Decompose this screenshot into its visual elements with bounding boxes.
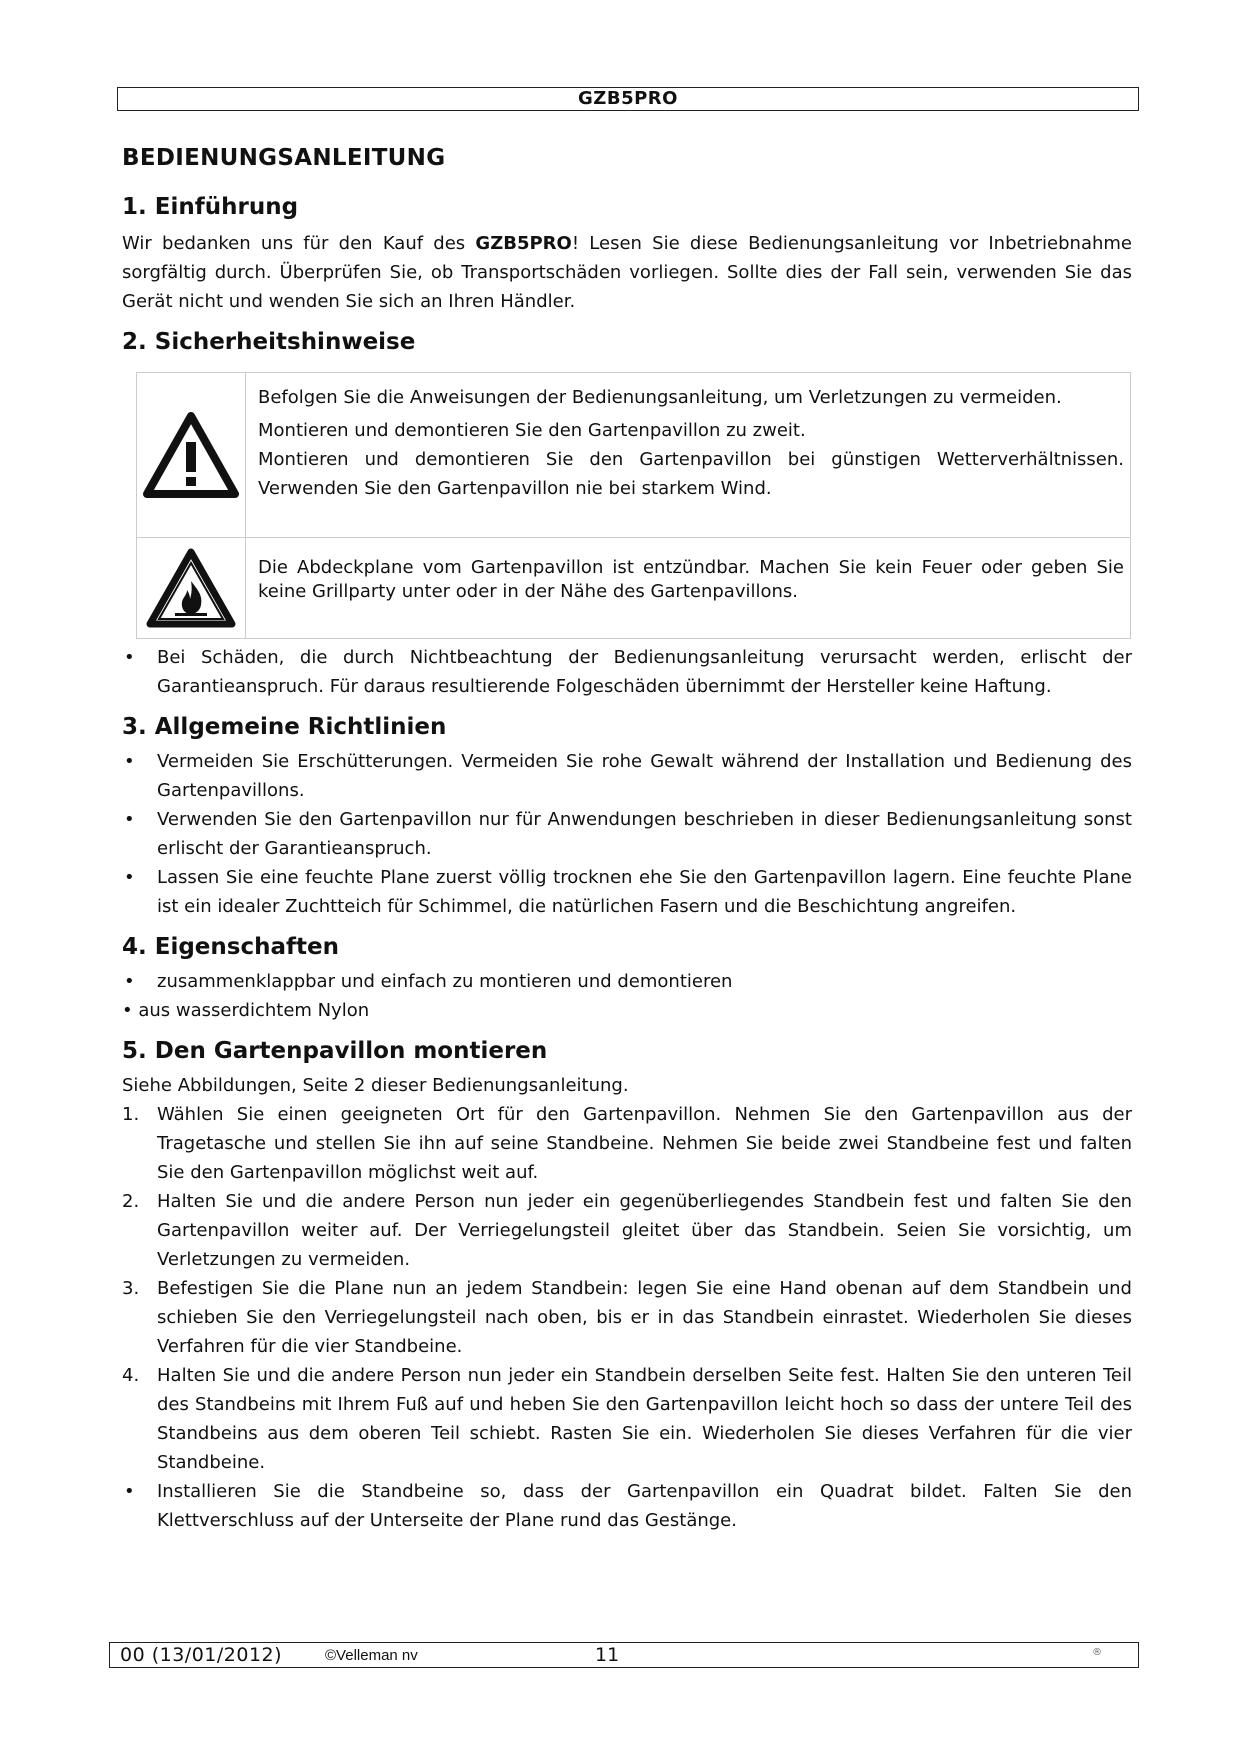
section-introduction [122,191,1132,316]
footer-copyright: ©Velleman nv [325,1647,418,1664]
list-item [122,1361,1132,1477]
list-item: • Installieren Sie die Standbeine so, dass der Gartenpavillon ein Quadrat bildet. Falten Sie den Klettverschluss auf der Unterseite der Plane rund das Gestänge. [122,1477,1132,1535]
fire-paragraph: Die Abdeckplane vom Gartenpavillon ist entzündbar. Machen Sie kein Feuer oder geben Sie keine Grillparty unter oder in der Nähe des Gartenpavillons. [258,557,1124,602]
intro-text-rest: ! Lesen Sie diese Bedienungsanleitung vor Inbetriebnahme sorgfältig durch. Überprüfen Sie, ob Transportschäden vorliegen. Sollte dies der Fall sein, verwenden Sie das Gerät nicht und wenden Sie sich an Ihren Händler. [122,233,1133,312]
section-guidelines [122,711,1132,921]
intro-paragraph [122,229,1132,316]
warning-exclamation-icon [137,373,246,537]
step-number: 1. [122,1104,140,1125]
flammable-warning-icon [137,538,246,638]
section-heading: 1. Einführung [122,194,299,220]
safety-table [136,372,1131,639]
registered-mark: ® [1092,1647,1102,1658]
page-header [117,87,1139,111]
list-item: • aus wasserdichtem Nylon [122,1000,370,1021]
step-text: Befestigen Sie die Plane nun an jedem Standbein: legen Sie eine Hand obenan auf dem Standbein und schieben Sie den Verriegelungsteil nach oben, bis er in das Standbein einrastet. Wiederholen Sie dieses Verfahren für die vier Standbeine. [157,1278,1132,1357]
list-item: • Vermeiden Sie Erschütterungen. Vermeiden Sie rohe Gewalt während der Installation und Bedienung des Gartenpavillons. [122,747,1132,805]
step-text: Halten Sie und die andere Person nun jeder ein Standbein derselben Seite fest. Halten Sie den unteren Teil des Standbeins mit Ihrem Fuß auf und heben Sie den Gartenpavillon leicht hoch so dass der untere Teil des Standbeins aus dem oberen Teil schiebt. Rasten Sie ein. Wiederholen Sie dieses Verfahren für die vier Standbeine. [157,1365,1132,1473]
safety-bullet-list [122,643,1132,701]
assembly-steps [122,1100,1132,1477]
step-text: Halten Sie und die andere Person nun jeder ein gegenüberliegendes Standbein fest und falten Sie den Gartenpavillon weiter auf. Der Verriegelungsteil gleitet über das Standbein. Seien Sie vorsichtig, um Verletzungen zu vermeiden. [157,1191,1132,1270]
list-item: • zusammenklappbar und einfach zu montieren und demontieren [122,967,1132,996]
section-heading: 3. Allgemeine Richtlinien [122,714,447,740]
section-safety [122,326,1132,701]
safety-row-warning [137,373,1130,537]
intro-model-name: GZB5PRO [475,233,572,254]
list-item [122,1274,1132,1361]
document-title: BEDIENUNGSANLEITUNG [122,145,446,171]
assembly-intro: Siehe Abbildungen, Seite 2 dieser Bedienungsanleitung. [122,1075,629,1096]
step-number: 4. [122,1365,140,1386]
section-assembly [122,1035,1132,1535]
footer-version: 00 (13/01/2012) [120,1644,283,1666]
intro-text: Wir bedanken uns für den Kauf des [122,233,476,254]
assembly-final-list [122,1477,1132,1535]
section-heading: 2. Sicherheitshinweise [122,329,416,355]
list-item [122,1187,1132,1274]
step-text: Wählen Sie einen geeigneten Ort für den Gartenpavillon. Nehmen Sie den Gartenpavillon aus der Tragetasche und stellen Sie ihn auf seine Standbeine. Nehmen Sie beide zwei Standbeine fest und falten Sie den Gartenpavillon möglichst weit auf. [157,1104,1132,1183]
page-number: 11 [595,1644,620,1666]
warning-text [246,373,1130,537]
safety-row-fire [137,537,1130,638]
section-heading: 4. Eigenschaften [122,934,339,960]
step-number: 2. [122,1191,140,1212]
warning-paragraph: Befolgen Sie die Anweisungen der Bedienungsanleitung, um Verletzungen zu vermeiden. [258,387,1062,408]
fire-text [246,538,1130,638]
step-number: 3. [122,1278,140,1299]
list-item: • Bei Schäden, die durch Nichtbeachtung der Bedienungsanleitung verursacht werden, erlischt der Garantieanspruch. Für daraus resultierende Folgeschäden übernimmt der Hersteller keine Haftung. [122,643,1132,701]
features-list [122,967,1132,1025]
section-heading: 5. Den Gartenpavillon montieren [122,1038,548,1064]
list-item: • Verwenden Sie den Gartenpavillon nur für Anwendungen beschrieben in dieser Bedienungsanleitung sonst erlischt der Garantieanspruch. [122,805,1132,863]
list-item: • Lassen Sie eine feuchte Plane zuerst völlig trocknen ehe Sie den Gartenpavillon lagern. Eine feuchte Plane ist ein idealer Zuchtteich für Schimmel, die natürlichen Fasern und die Beschichtung angreifen. [122,863,1132,921]
document-body [122,145,1132,1535]
list-item [122,1100,1132,1187]
warning-paragraph: Montieren und demontieren Sie den Gartenpavillon zu zweit. [258,420,806,441]
guidelines-list [122,747,1132,921]
page-footer [109,1642,1139,1668]
section-features [122,931,1132,1025]
warning-paragraph: Montieren und demontieren Sie den Gartenpavillon bei günstigen Wetterverhältnissen. Verwenden Sie den Gartenpavillon nie bei starkem Wind. [258,449,1124,499]
header-model: GZB5PRO [578,88,678,109]
